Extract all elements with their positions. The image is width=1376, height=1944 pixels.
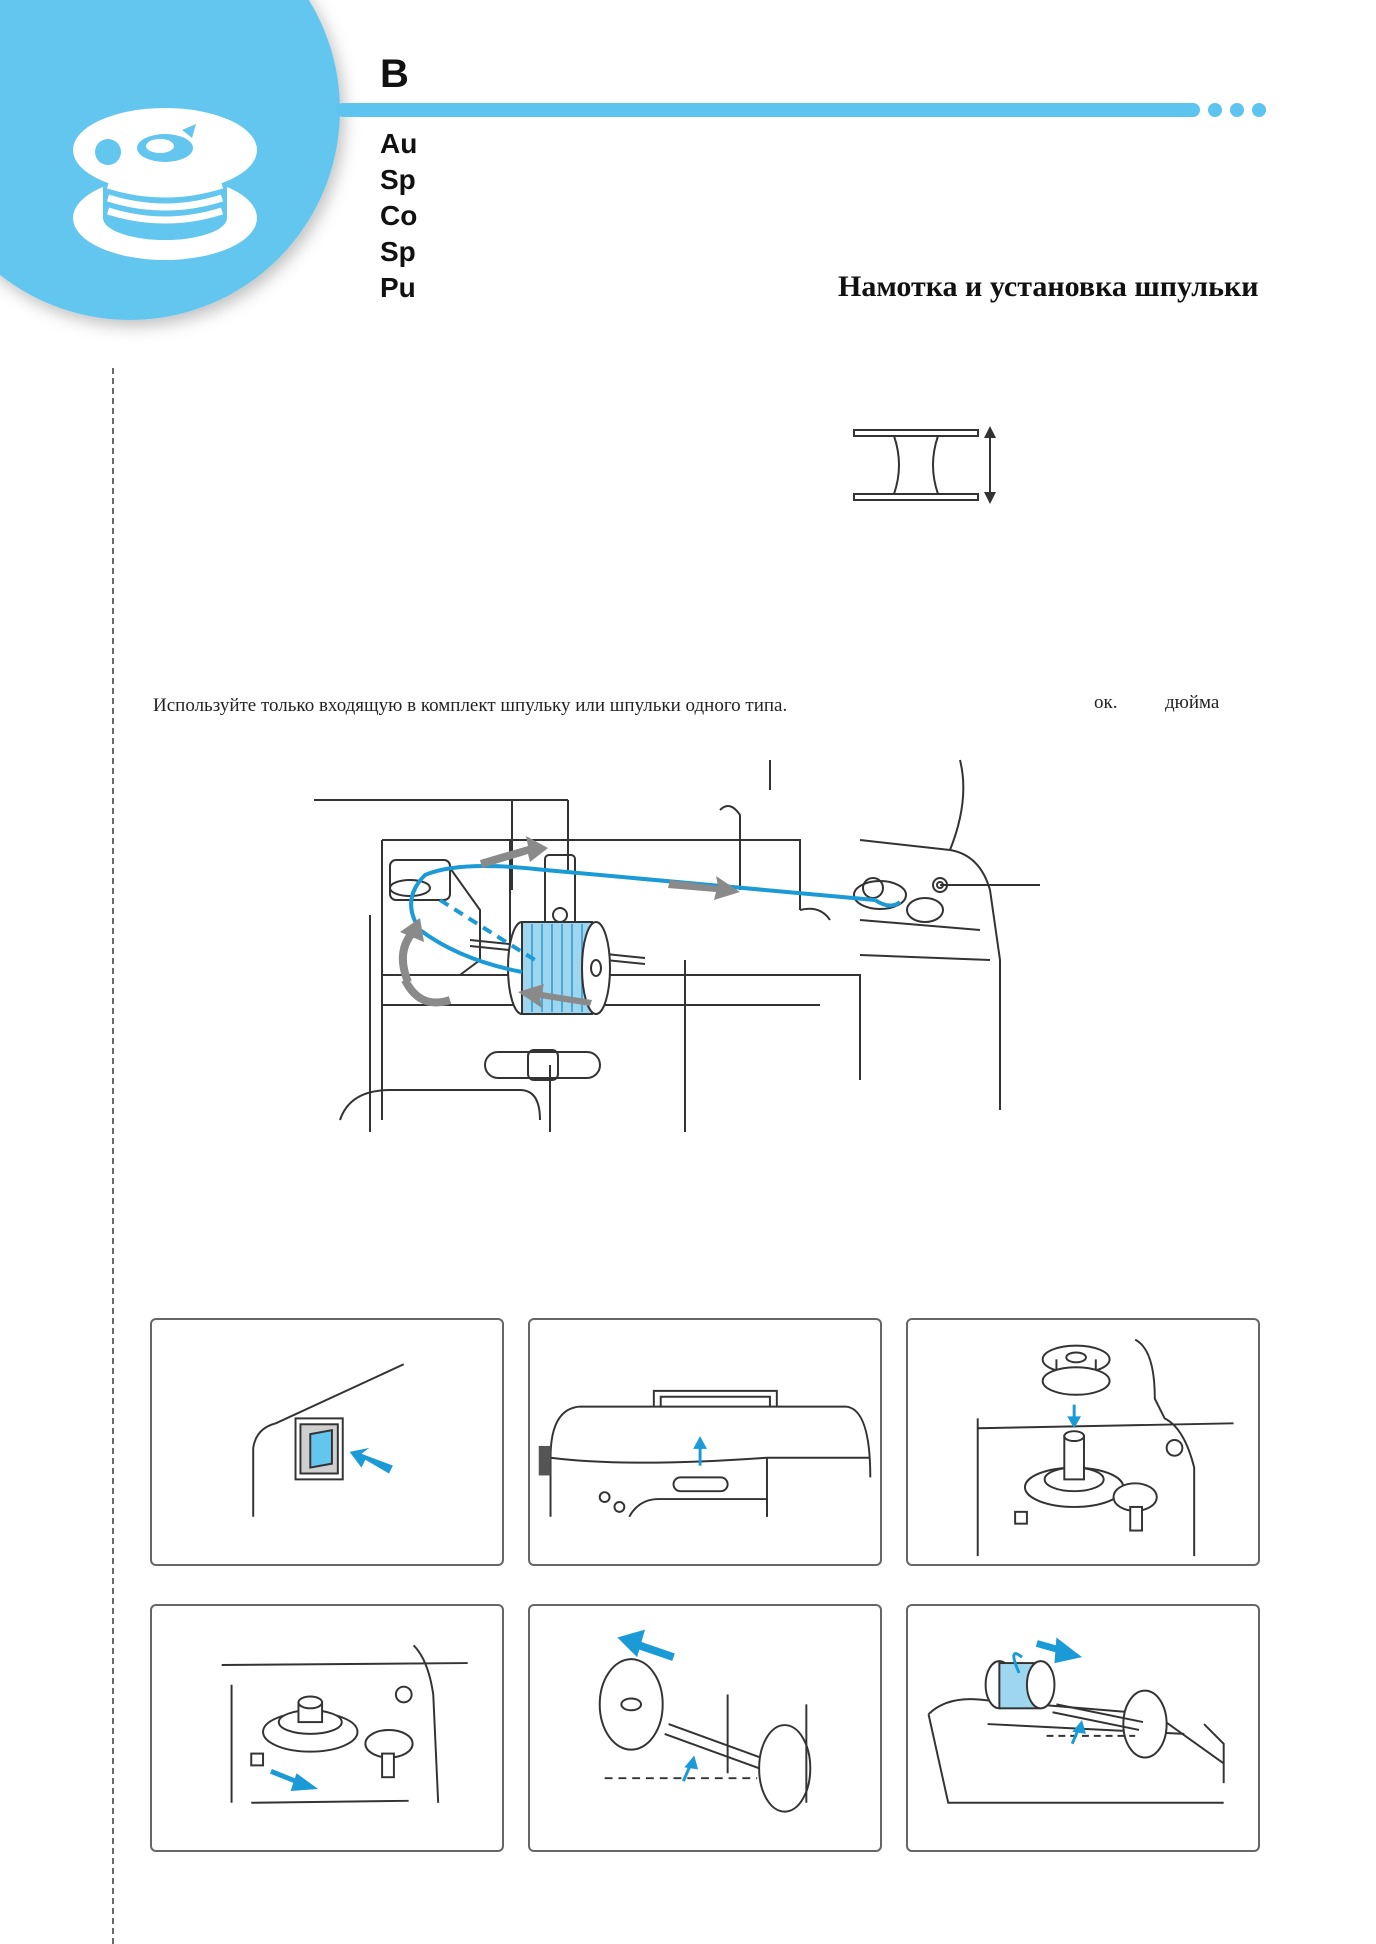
header-dot bbox=[1208, 103, 1222, 117]
step-6-place-spool bbox=[906, 1604, 1260, 1852]
bobbin-note: Используйте только входящую в комплект шпульку или шпульки одного типа. bbox=[153, 695, 788, 716]
section-title: Намотка и установка шпульки bbox=[838, 270, 1259, 303]
step-2-raise-handle bbox=[528, 1318, 882, 1566]
chapter-item[interactable]: Pu bbox=[380, 272, 416, 303]
chapter-item[interactable]: Sp bbox=[380, 236, 416, 267]
step-4-slide-winder bbox=[150, 1604, 504, 1852]
arrow-icon bbox=[350, 1448, 393, 1474]
threading-diagram bbox=[300, 760, 1100, 1140]
step-5-remove-cap bbox=[528, 1604, 882, 1852]
chapter-item[interactable]: Au bbox=[380, 128, 418, 159]
chapter-letter: B bbox=[380, 52, 409, 96]
chapter-item[interactable]: Co bbox=[380, 200, 418, 231]
header-dot bbox=[1252, 103, 1266, 117]
power-switch-icon bbox=[310, 1430, 332, 1467]
arrow-right-icon bbox=[1054, 1637, 1082, 1663]
arrow-right-icon bbox=[291, 1773, 319, 1791]
approx-label: ок. bbox=[1094, 692, 1118, 713]
step-1-power-switch bbox=[150, 1318, 504, 1566]
bobbin-height-icon bbox=[840, 420, 1010, 510]
inch-label: дюйма bbox=[1165, 692, 1220, 713]
corner-badge bbox=[0, 0, 340, 340]
header-dot bbox=[1230, 103, 1244, 117]
chapter-item[interactable]: Sp bbox=[380, 164, 416, 195]
arrow-left-icon bbox=[617, 1630, 645, 1658]
arrow-up-icon bbox=[693, 1436, 707, 1449]
step-3-place-bobbin bbox=[906, 1318, 1260, 1566]
header-bar bbox=[336, 103, 1200, 117]
margin-dashed-line bbox=[112, 368, 114, 1944]
